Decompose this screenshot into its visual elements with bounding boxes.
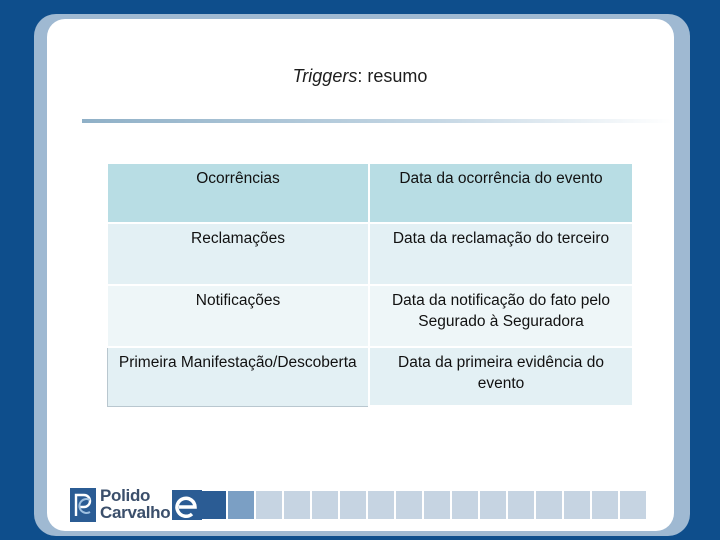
- strip-square: [256, 491, 282, 519]
- strip-square: [340, 491, 366, 519]
- trigger-cell: Primeira Manifestação/Descoberta: [107, 347, 369, 406]
- trigger-cell: Reclamações: [107, 223, 369, 285]
- slide-title-italic: Triggers: [292, 66, 358, 86]
- strip-square: [592, 491, 618, 519]
- strip-square: [368, 491, 394, 519]
- strip-square: [228, 491, 254, 519]
- strip-square: [508, 491, 534, 519]
- logo-line2: Carvalho: [100, 503, 171, 522]
- strip-square: [536, 491, 562, 519]
- strip-square: [564, 491, 590, 519]
- table-row: [107, 347, 633, 406]
- date-cell: Data da notificação do fato pelo Segurado à Seguradora: [369, 285, 633, 347]
- trigger-cell: Ocorrências: [107, 163, 369, 223]
- triggers-table: [106, 162, 634, 407]
- table-row: [107, 163, 633, 223]
- date-cell: Data da ocorrência do evento: [369, 163, 633, 223]
- date-cell: Data da reclamação do terceiro: [369, 223, 633, 285]
- logo-mark-icon: [70, 488, 96, 522]
- trigger-cell: Notificações: [107, 285, 369, 347]
- strip-square: [480, 491, 506, 519]
- strip-square: [396, 491, 422, 519]
- company-logo: [70, 488, 200, 524]
- table-row: [107, 223, 633, 285]
- title-divider: [82, 119, 672, 123]
- strip-square: [452, 491, 478, 519]
- decorative-strip: [200, 491, 648, 519]
- strip-square: [312, 491, 338, 519]
- logo-e-icon: [168, 484, 204, 524]
- logo-line1: Polido: [100, 486, 151, 505]
- strip-square: [620, 491, 646, 519]
- strip-square: [200, 491, 226, 519]
- strip-square: [284, 491, 310, 519]
- logo-wordmark: [100, 487, 170, 521]
- table-row: [107, 285, 633, 347]
- strip-square: [424, 491, 450, 519]
- slide-title: [0, 66, 720, 87]
- slide-title-rest: : resumo: [357, 66, 428, 86]
- date-cell: Data da primeira evidência do evento: [369, 347, 633, 406]
